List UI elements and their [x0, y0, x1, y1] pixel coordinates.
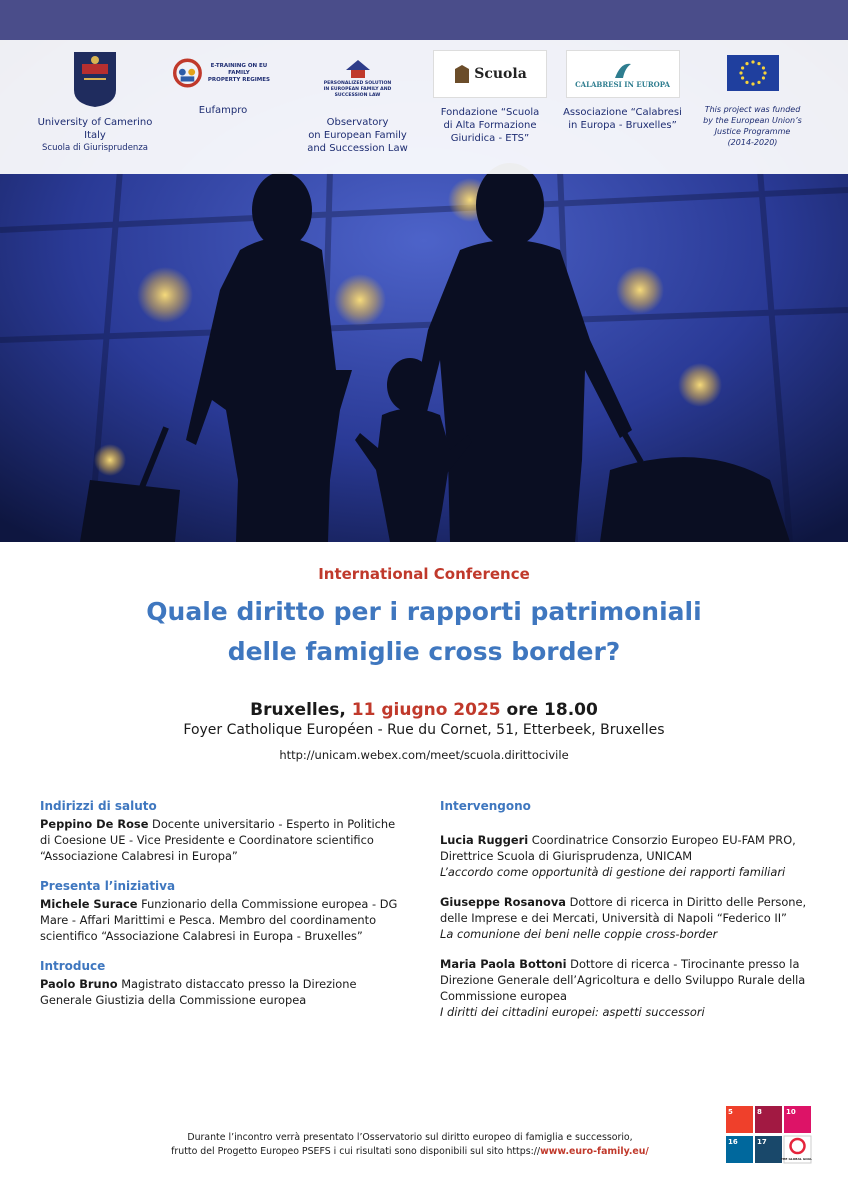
event-venue: Foyer Catholique Européen - Rue du Cornet, 51, Etterbeek, Bruxelles — [183, 722, 665, 738]
eufampro-logo-text: E-TRAINING ON EU FAMILY PROPERTY REGIMES — [207, 62, 271, 83]
sdg-16-number: 16 — [728, 1138, 738, 1146]
scuola-logo-text: Scuola — [474, 66, 527, 82]
global-goals-label: THE GLOBAL GOALS — [780, 1157, 812, 1161]
logo-caption: University of Camerino Italy — [37, 117, 153, 141]
section-heading: Indirizzi di saluto — [40, 799, 157, 813]
sdg-8-number: 8 — [757, 1108, 762, 1116]
section-heading: Introduce — [40, 959, 106, 973]
speaker-description: Dottore di ricerca - Tirocinante presso la Direzione Generale dell’Agricoltura e dello Sviluppo Rurale della Commissione europea — [440, 957, 806, 1003]
sdg-17-number: 17 — [757, 1138, 767, 1146]
speaker-name: Lucia Ruggeri — [440, 833, 529, 847]
talk-title: I diritti dei cittadini europei: aspetti successori — [440, 1005, 705, 1019]
speaker-name: Michele Surace — [40, 897, 138, 911]
footer-site-link[interactable]: www.euro-family.eu/ — [540, 1146, 649, 1157]
webex-link[interactable]: http://unicam.webex.com/meet/scuola.dirittocivile — [279, 748, 569, 762]
unicam-crest-icon — [72, 50, 118, 108]
conference-label: International Conference — [318, 565, 530, 583]
talk-title: L’accordo come opportunità di gestione dei rapporti familiari — [440, 865, 786, 879]
event-date: 11 giugno 2025 — [351, 700, 501, 720]
conference-title — [0, 592, 848, 672]
logo-caption: Associazione “Calabresi in Europa - Bruxelles” — [563, 107, 682, 131]
speaker-description: Dottore di ricerca in Diritto delle Persone, delle Imprese e dei Mercati, Università di Napoli “Federico II” — [440, 895, 807, 925]
speaker-name: Giuseppe Rosanova — [440, 895, 566, 909]
partner-logos-band — [0, 40, 848, 174]
event-city: Bruxelles, — [250, 700, 346, 720]
sdg-icons-grid — [726, 1106, 812, 1164]
speaker-block — [440, 956, 820, 1020]
speaker-name: Maria Paola Bottoni — [440, 957, 567, 971]
speaker-description: Funzionario della Commissione europea - DG Mare - Affari Marittimi e Pesca. Membro del coordinamento scientifico “Associazione Calabresi in Europa - Bruxelles” — [40, 897, 398, 943]
logo-caption: Fondazione “Scuola di Alta Formazione Giuridica - ETS” — [440, 107, 540, 144]
sdg-5-number: 5 — [728, 1108, 733, 1116]
title-line-2: delle famiglie cross border? — [227, 637, 621, 666]
left-program-column — [40, 798, 400, 1022]
footer-line-2: frutto del Progetto Europeo PSEFS i cui risultati sono disponibili sul sito https:// — [171, 1146, 541, 1157]
section-presenter — [40, 878, 400, 944]
sdg-10-number: 10 — [786, 1108, 796, 1116]
event-date-line — [0, 700, 848, 720]
speaker-block — [440, 894, 820, 942]
logo-observatory — [300, 50, 415, 155]
logo-calabresi — [560, 50, 685, 132]
section-heading: Intervengono — [440, 799, 531, 813]
footer-line-1: Durante l’incontro verrà presentato l’Osservatorio sul diritto europeo di famiglia e successorio, — [187, 1132, 633, 1143]
event-time: ore 18.00 — [506, 700, 598, 720]
calabresi-logo-icon — [566, 50, 680, 98]
logo-university-camerino — [30, 50, 160, 155]
logo-caption: This project was funded by the European Union’s Justice Programme (2014-2020) — [703, 105, 802, 147]
eu-flag-icon — [727, 50, 779, 96]
speaker-block — [440, 832, 820, 880]
right-program-column — [440, 798, 820, 1034]
section-heading: Presenta l’iniziativa — [40, 879, 176, 893]
title-line-1: Quale diritto per i rapporti patrimoniali — [146, 597, 702, 626]
scuola-logo-icon — [433, 50, 547, 98]
footer-note — [150, 1131, 670, 1159]
logo-caption: Eufampro — [198, 105, 248, 116]
calabresi-logo-text: CALABRESI IN EUROPA — [575, 79, 670, 89]
top-bar — [0, 0, 848, 40]
section-greetings — [40, 798, 400, 864]
logo-caption: Observatory on European Family and Succession Law — [307, 117, 408, 154]
eufampro-logo-icon — [173, 50, 273, 96]
logo-subcaption: Scuola di Giurisprudenza — [42, 143, 148, 153]
logo-scuola — [430, 50, 550, 145]
logo-eufampro — [168, 50, 278, 117]
speaker-description: Coordinatrice Consorzio Europeo EU-FAM PRO, Direttrice Scuola di Giurisprudenza, UNICAM — [440, 833, 796, 863]
speaker-name: Peppino De Rose — [40, 817, 149, 831]
section-introduction — [40, 958, 400, 1008]
observatory-logo-text: PERSONALIZED SOLUTION IN EUROPEAN FAMILY AND SUCCESSION LAW — [323, 81, 392, 98]
observatory-logo-icon — [308, 50, 408, 108]
speaker-description: Magistrato distaccato presso la Direzione Generale Giustizia della Commissione europea — [40, 977, 357, 1007]
logo-eu-funding — [695, 50, 810, 148]
speaker-name: Paolo Bruno — [40, 977, 118, 991]
speaker-description: Docente universitario - Esperto in Politiche di Coesione UE - Vice Presidente e Coordinatore scientifico “Associazione Calabresi in Europa” — [40, 817, 396, 863]
talk-title: La comunione dei beni nelle coppie cross-border — [440, 927, 718, 941]
